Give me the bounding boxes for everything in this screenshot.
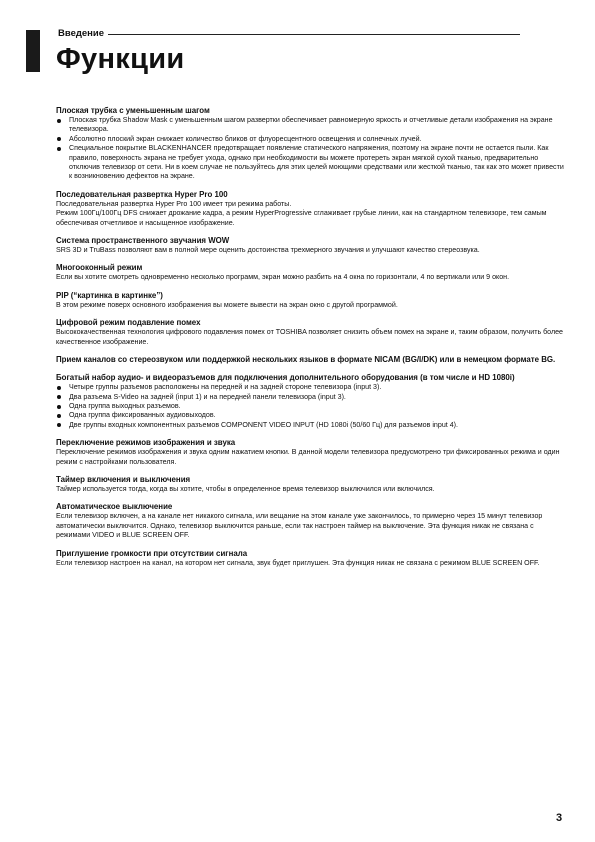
feature-section: [56, 190, 568, 228]
section-heading: Автоматическое выключение: [56, 502, 173, 512]
section-text: Если телевизор включен, а на канале нет никакого сигнала, или вещание на этом канале уже закончилось, то примерно через 15 минут телевизор автоматически выключится. Однако, телевизор выключится раньше, если так настроен таймер на выключение. Эта функция никак не связана с режимами VIDEO и BLUE SCREEN OFF.: [56, 512, 543, 540]
feature-section: [56, 355, 568, 365]
bullet-text: Абсолютно плоский экран снижает количество бликов от флуоресцентного освещения и солнечных лучей.: [69, 134, 422, 143]
bullet-item: [56, 144, 568, 182]
header-row: [58, 28, 520, 42]
feature-section: [56, 291, 568, 310]
section-text: Последовательная развертка Hyper Pro 100 имеет три режима работы.: [56, 199, 292, 208]
feature-section: [56, 236, 568, 255]
bullet-text: Плоская трубка Shadow Mask с уменьшенным шагом развертки обеспечивает равномерную яркость и отчетливые детали изображения на экране телевизора.: [69, 116, 553, 134]
feature-section: [56, 106, 568, 182]
section-heading: Цифровой режим подавление помех: [56, 318, 201, 328]
bullet-icon: [57, 147, 61, 151]
bullet-icon: [57, 423, 61, 427]
bullet-icon: [57, 395, 61, 399]
section-heading: Таймер включения и выключения: [56, 474, 191, 484]
section-label: Введение: [58, 28, 108, 40]
header-side-bar: [26, 30, 40, 72]
section-text: SRS 3D и TruBass позволяют вам в полной мере оценить достоинства трехмерного звучания и улучшают качество стереозвука.: [56, 246, 480, 255]
bullet-item: [56, 421, 568, 430]
feature-section: [56, 502, 568, 540]
section-text: Переключение режимов изображения и звука одним нажатием кнопки. В данной модели телевизора предусмотрено три фиксированных режима и один режим с настройками пользователя.: [56, 448, 560, 466]
feature-section: [56, 263, 568, 282]
bullet-icon: [57, 405, 61, 409]
section-heading: Многооконный режим: [56, 263, 143, 273]
bullet-icon: [57, 137, 61, 141]
section-heading: Приглушение громкости при отсутствии сигнала: [56, 548, 248, 558]
bullet-item: [56, 402, 568, 411]
bullet-text: Две группы входных компонентных разъемов COMPONENT VIDEO INPUT (HD 1080i (50/60 Гц) для разъемов input 4).: [69, 420, 458, 429]
bullet-list: [56, 383, 568, 430]
bullet-item: [56, 393, 568, 402]
section-text: Если телевизор настроен на канал, на котором нет сигнала, звук будет приглушен. Эта функция никак не связана с режимом BLUE SCREEN OFF.: [56, 558, 540, 567]
bullet-text: Специальное покрытие BLACKENHANCER предотвращает появление статического напряжения, поэтому на экране почти не остается пыли. Как правило, поверхность экрана не требует ухода, однако при необходимости вы можете протереть экран мягкой сухой тканью, предварительно отключив телевизор от сети. Ни в коем случае не пользуйтесь для этих целей моющими средствами или жесткой тканью, так как это может привести к возникновению дефектов на экране.: [69, 144, 564, 181]
section-heading: Переключение режимов изображения и звука: [56, 438, 236, 448]
section-text: Режим 100Гц/100Гц DFS снижает дрожание кадра, а режим HyperProgressive сглаживает грубые линии, как на стандартном телевизоре, тем самым обеспечивая отчетливое и насыщенное изображение.: [56, 209, 547, 227]
section-heading: Плоская трубка с уменьшенным шагом: [56, 106, 210, 115]
feature-section: [56, 318, 568, 347]
section-heading: PIP (“картинка в картинке”): [56, 290, 163, 300]
feature-section: [56, 373, 568, 430]
page-number: 3: [556, 812, 563, 824]
bullet-text: Четыре группы разъемов расположены на передней и на задней стороне телевизора (input 3).: [69, 383, 382, 392]
section-heading: Последовательная развертка Hyper Pro 100: [56, 189, 228, 199]
bullet-item: [56, 411, 568, 420]
section-heading: Система пространственного звучания WOW: [56, 236, 230, 246]
bullet-text: Одна группа выходных разъемов.: [69, 401, 181, 410]
section-text: Если вы хотите смотреть одновременно несколько программ, экран можно разбить на 4 окна по горизонтали, 4 по вертикали или 9 окон.: [56, 273, 510, 282]
feature-section: [56, 475, 568, 494]
section-heading: Прием каналов со стереозвуком или поддержкой нескольких языков в формате NICAM (BG/I/DK) или в немецком формате BG.: [56, 355, 556, 365]
bullet-item: [56, 116, 568, 135]
bullet-item: [56, 383, 568, 392]
bullet-item: [56, 135, 568, 144]
section-text: Таймер используется тогда, когда вы хотите, чтобы в определенное время телевизор выключился или включился.: [56, 484, 435, 493]
bullet-list: [56, 116, 568, 182]
section-text: В этом режиме поверх основного изображения вы можете вывести на экран окно с другой программой.: [56, 300, 398, 309]
bullet-text: Два разъема S-Video на задней (input 1) и на передней панели телевизора (input 3).: [69, 392, 346, 401]
page-title: Функции: [56, 43, 185, 75]
feature-section: [56, 438, 568, 467]
bullet-text: Одна группа фиксированных аудиовыходов.: [69, 411, 216, 420]
bullet-icon: [57, 386, 61, 390]
section-text: Высококачественная технология цифрового подавления помех от TOSHIBA позволяет снизить объем помех на экране и, таким образом, получить более качественное изображение.: [56, 328, 563, 346]
bullet-icon: [57, 414, 61, 418]
content-body: [56, 106, 568, 576]
bullet-icon: [57, 119, 61, 123]
section-heading: Богатый набор аудио- и видеоразъемов для подключения дополнительного оборудования (в том числе и HD 1080i): [56, 373, 515, 383]
feature-section: [56, 549, 568, 568]
header-rule: [58, 34, 520, 35]
